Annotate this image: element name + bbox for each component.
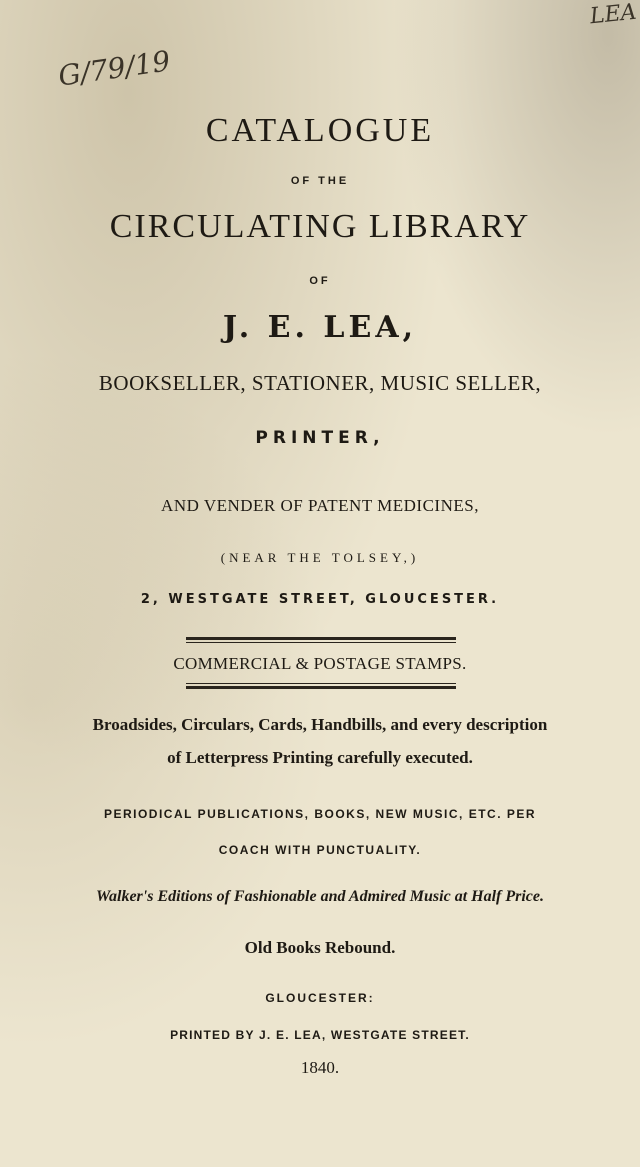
divider-upper-thin	[186, 642, 456, 643]
imprint-printer: PRINTED BY J. E. LEA, WESTGATE STREET.	[170, 1028, 470, 1042]
printing-notice-line-1: Broadsides, Circulars, Cards, Handbills, and every description	[92, 715, 548, 734]
imprint-place: GLOUCESTER:	[265, 991, 375, 1005]
heading-circulating-library: CIRCULATING LIBRARY	[109, 208, 531, 245]
heading-of-the: OF THE	[290, 175, 350, 187]
divider-upper	[186, 637, 456, 640]
heading-of: OF	[309, 275, 331, 287]
imprint-year: 1840.	[300, 1058, 340, 1077]
proprietor-name: J. E. LEA,	[222, 310, 418, 345]
divider-lower	[186, 686, 456, 689]
shop-address: 2, WESTGATE STREET, GLOUCESTER.	[140, 592, 500, 607]
heading-catalogue: CATALOGUE	[205, 112, 435, 149]
printing-notice-line-2: of Letterpress Printing carefully executed.	[167, 748, 473, 767]
handwritten-shelfmark: G/79/19	[56, 44, 173, 93]
location-note: (NEAR THE TOLSEY,)	[220, 550, 420, 565]
periodicals-line-1: PERIODICAL PUBLICATIONS, BOOKS, NEW MUSIC, ETC. PER	[103, 807, 537, 821]
rebinding-notice: Old Books Rebound.	[244, 938, 396, 957]
walker-music-notice: Walker's Editions of Fashionable and Admired Music at Half Price.	[95, 888, 545, 905]
trades-line-2: AND VENDER OF PATENT MEDICINES,	[161, 496, 479, 515]
handwritten-corner-note: LEA	[588, 0, 638, 30]
periodicals-line-2: COACH WITH PUNCTUALITY.	[218, 843, 422, 857]
stamps-notice: COMMERCIAL & POSTAGE STAMPS.	[173, 654, 467, 673]
trades-line-1: BOOKSELLER, STATIONER, MUSIC SELLER,	[98, 371, 542, 395]
trade-printer: PRINTER,	[255, 428, 385, 448]
divider-lower-thin	[186, 683, 456, 684]
